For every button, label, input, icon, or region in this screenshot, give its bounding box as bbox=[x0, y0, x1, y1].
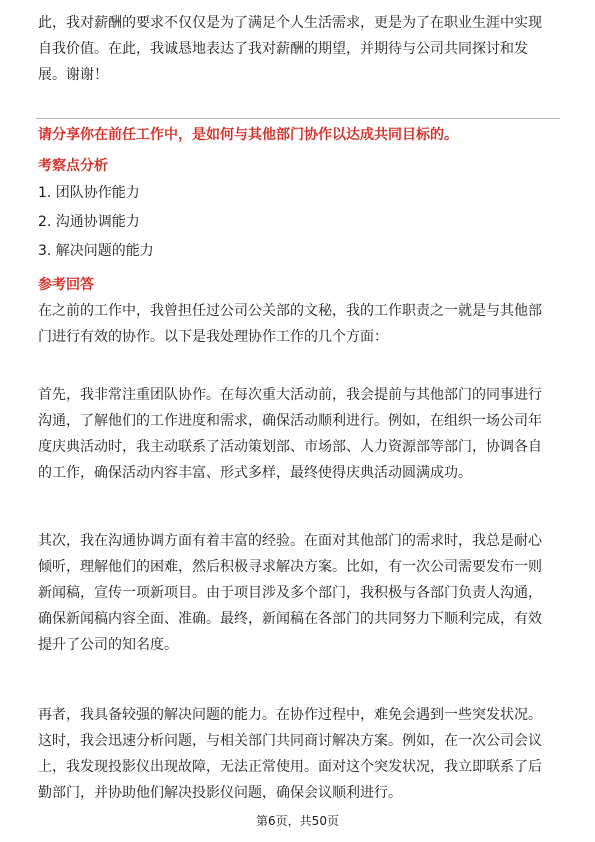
analysis-item: 3. 解决问题的能力 bbox=[38, 243, 154, 259]
analysis-item: 2. 沟通协调能力 bbox=[38, 214, 140, 230]
text-line: 首先，我非常注重团队协作。在每次重大活动前，我会提前与其他部门的同事进行 bbox=[38, 387, 542, 403]
answer-paragraph bbox=[38, 298, 560, 350]
answer-paragraph bbox=[38, 702, 560, 806]
text-line: 此，我对薪酬的要求不仅仅是为了满足个人生活需求，更是为了在职业生涯中实现 bbox=[38, 15, 542, 31]
answer-paragraph bbox=[38, 528, 560, 658]
text-line: 度庆典活动时，我主动联系了活动策划部、市场部、人力资源部等部门，协调各自 bbox=[38, 439, 542, 455]
text-line: 确保新闻稿内容全面、准确。最终，新闻稿在各部门的共同努力下顺利完成，有效 bbox=[38, 611, 542, 627]
text-line: 再者，我具备较强的解决问题的能力。在协作过程中，难免会遇到一些突发状况。 bbox=[38, 707, 542, 723]
text-line: 这时，我会迅速分析问题，与相关部门共同商讨解决方案。例如，在一次公司会议 bbox=[38, 733, 542, 749]
page-number: 第6页，共50页 bbox=[256, 814, 339, 828]
text-line: 其次，我在沟通协调方面有着丰富的经验。在面对其他部门的需求时，我总是耐心 bbox=[38, 533, 542, 549]
text-line: 提升了公司的知名度。 bbox=[38, 637, 178, 653]
text-line: 门进行有效的协作。以下是我处理协作工作的几个方面： bbox=[38, 329, 388, 345]
analysis-item: 1. 团队协作能力 bbox=[38, 185, 140, 201]
text-line: 倾听，理解他们的困难，然后积极寻求解决方案。比如，有一次公司需要发布一则 bbox=[38, 559, 542, 575]
text-line: 上，我发现投影仪出现故障，无法正常使用。面对这个突发状况，我立即联系了后 bbox=[38, 759, 542, 775]
text-line: 的工作，确保活动内容丰富、形式多样，最终使得庆典活动圆满成功。 bbox=[38, 465, 472, 481]
interview-question: 请分享你在前任工作中，是如何与其他部门协作以达成共同目标的。 bbox=[38, 127, 458, 143]
text-line: 展。谢谢！ bbox=[38, 67, 108, 83]
text-line: 勤部门，并协助他们解决投影仪问题，确保会议顺利进行。 bbox=[38, 785, 402, 801]
text-line: 在之前的工作中，我曾担任过公司公关部的文秘，我的工作职责之一就是与其他部 bbox=[38, 303, 542, 319]
analysis-heading: 考察点分析 bbox=[38, 158, 108, 174]
section-divider bbox=[36, 118, 560, 119]
answer-paragraph bbox=[38, 382, 560, 486]
text-line: 自我价值。在此，我诚恳地表达了我对薪酬的期望，并期待与公司共同探讨和发 bbox=[38, 41, 528, 57]
answer-heading: 参考回答 bbox=[38, 277, 94, 293]
text-line: 沟通，了解他们的工作进度和需求，确保活动顺利进行。例如，在组织一场公司年 bbox=[38, 413, 542, 429]
text-line: 新闻稿，宣传一项新项目。由于项目涉及多个部门，我积极与各部门负责人沟通， bbox=[38, 585, 542, 601]
intro-paragraph bbox=[38, 10, 560, 88]
